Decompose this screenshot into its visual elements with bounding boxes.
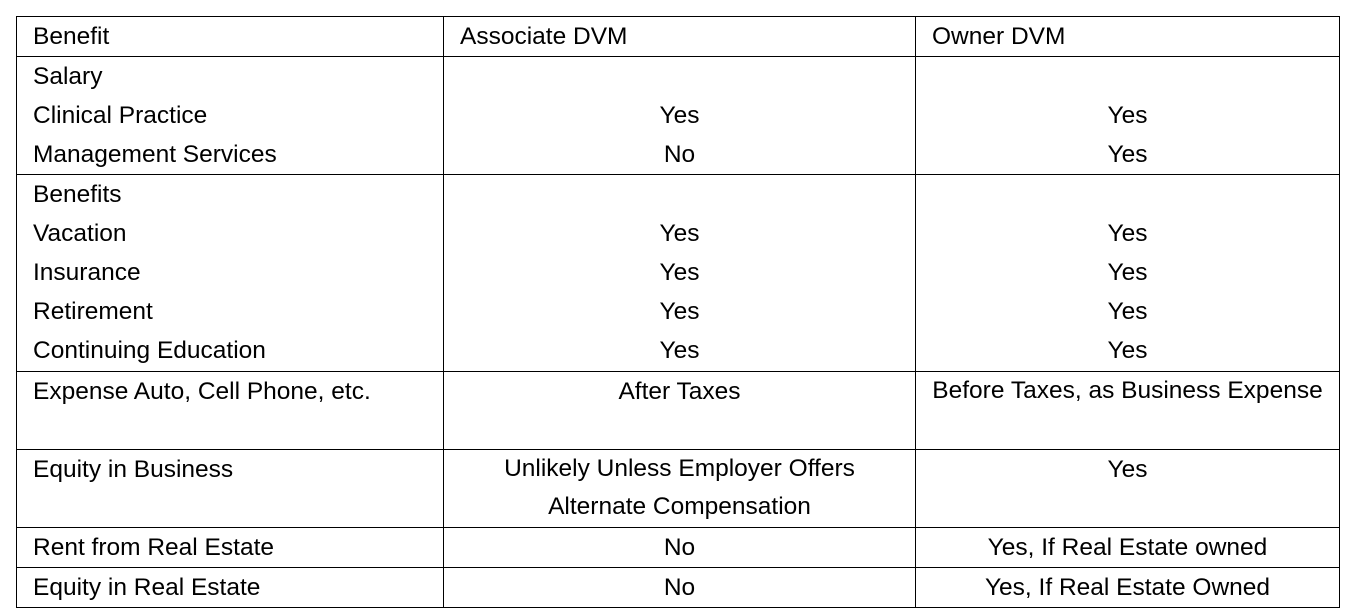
header-associate-dvm: Associate DVM: [444, 17, 916, 57]
equity-business-associate-text: Unlikely Unless Employer Offers Alternate Compensation: [504, 455, 855, 520]
benefits-associate-value: Yes: [659, 259, 700, 286]
expense-associate: After Taxes: [444, 372, 916, 450]
salary-associate-value: Yes: [659, 102, 700, 129]
expense-owner: [916, 372, 1340, 450]
salary-owner-value: Yes: [1107, 141, 1148, 168]
salary-item-label: Management Services: [33, 141, 277, 168]
equity-real-estate-row: [17, 568, 1340, 608]
header-row: [17, 17, 1340, 57]
salary-owner-value: Yes: [1107, 102, 1148, 129]
benefits-benefit-cell: [17, 175, 444, 372]
salary-heading: Salary: [33, 63, 103, 90]
header-owner-dvm: Owner DVM: [916, 17, 1340, 57]
rent-associate: No: [444, 528, 916, 568]
equity-business-associate: [444, 450, 916, 528]
benefits-item-label: Retirement: [33, 298, 153, 325]
equity-real-estate-benefit: Equity in Real Estate: [17, 568, 444, 608]
benefits-owner-value: Yes: [1107, 298, 1148, 325]
salary-group-row: [17, 57, 1340, 175]
salary-associate-cell: [444, 57, 916, 175]
equity-real-estate-owner: Yes, If Real Estate Owned: [916, 568, 1340, 608]
benefits-associate-cell: [444, 175, 916, 372]
benefits-item-label: Insurance: [33, 259, 141, 286]
equity-business-benefit: Equity in Business: [17, 450, 444, 528]
salary-benefit-cell: [17, 57, 444, 175]
benefits-associate-value: Yes: [659, 298, 700, 325]
benefits-associate-value: Yes: [659, 220, 700, 247]
equity-business-row: [17, 450, 1340, 528]
equity-real-estate-associate: No: [444, 568, 916, 608]
expense-row: [17, 372, 1340, 450]
benefits-owner-cell: [916, 175, 1340, 372]
salary-item-label: Clinical Practice: [33, 102, 208, 129]
benefits-associate-value: Yes: [659, 337, 700, 364]
rent-row: [17, 528, 1340, 568]
header-benefit: Benefit: [17, 17, 444, 57]
comparison-table: [16, 16, 1340, 608]
benefits-item-label: Continuing Education: [33, 337, 266, 364]
expense-benefit: Expense Auto, Cell Phone, etc.: [17, 372, 444, 450]
salary-owner-cell: [916, 57, 1340, 175]
rent-owner: Yes, If Real Estate owned: [916, 528, 1340, 568]
salary-associate-value: No: [663, 141, 696, 168]
expense-owner-text: Before Taxes, as Business Expense: [932, 377, 1323, 404]
benefits-group-row: [17, 175, 1340, 372]
rent-benefit: Rent from Real Estate: [17, 528, 444, 568]
benefits-owner-value: Yes: [1107, 220, 1148, 247]
benefits-owner-value: Yes: [1107, 337, 1148, 364]
equity-business-owner: Yes: [916, 450, 1340, 528]
benefits-item-label: Vacation: [33, 220, 127, 247]
benefits-owner-value: Yes: [1107, 259, 1148, 286]
benefits-heading: Benefits: [33, 181, 122, 208]
